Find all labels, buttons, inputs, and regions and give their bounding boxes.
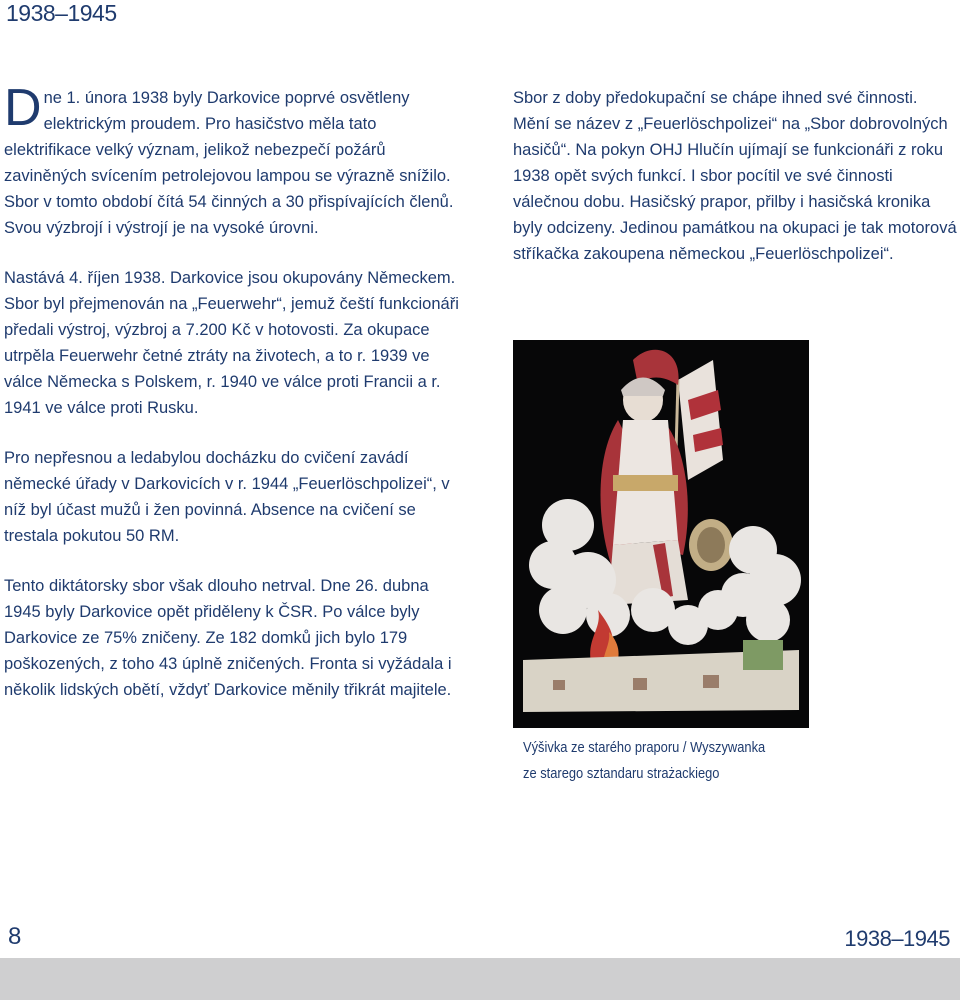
caption-line-2: ze starego sztandaru strażackiego	[523, 765, 720, 782]
paragraph-liberation: Tento diktátorsky sbor však dlouho netrval. Dne 26. dubna 1945 byly Darkovice opět přiděleny k ČSR. Po válce byly Darkovice ze 75% zničeny. Ze 182 domků jich bylo 179 poškozených, z toho 43 úplně zničených. Fronta si vyžádala i několik lidských obětí, vždyť Darkovice měnily třikrát majitele.	[4, 577, 452, 699]
figure-caption	[523, 735, 781, 787]
page-header-title: 1938–1945	[6, 0, 117, 26]
right-column	[513, 85, 958, 267]
paragraph-postwar: Sbor z doby předokupační se chápe ihned své činnosti. Mění se název z „Feuerlöschpolizei“ na „Sbor dobrovolných hasičů“. Na pokyn OHJ Hlučín ujímají se funkcionáři z roku 1938 opět svých funkcí. I sbor pocítil ve své činnosti válečnou dobu. Hasičský prapor, přilby i hasičská kronika byly odcizeny. Jedinou památkou na okupaci je tak motorová stříkačka zakoupena německou „Feuerlöschpolizei“.	[513, 89, 957, 263]
page-number: 8	[8, 923, 22, 950]
banner-embroidery-image	[513, 340, 809, 728]
left-column	[4, 79, 464, 703]
footer-bar	[0, 958, 960, 1000]
drop-cap: D	[4, 79, 42, 137]
paragraph-electrification	[4, 79, 464, 241]
paragraph-electrification-text: ne 1. února 1938 byly Darkovice poprvé osvětleny elektrickým proudem. Pro hasičstvo měla tato elektrifikace velký význam, jelikož nebezpečí požárů zaviněných svícením petrolejovou lampou se výrazně snížilo. Sbor v tomto období čítá 54 činných a 30 přispívajících členů. Svou výzbrojí i výstrojí je na vysoké úrovni.	[4, 89, 454, 237]
footer-title: 1938–1945	[844, 926, 950, 951]
paragraph-feuerloschpolizei: Pro nepřesnou a ledabylou docházku do cvičení zavádí německé úřady v Darkovicích v r. 1944 „Feuerlöschpolizei“, v níž byl účast mužů i žen povinná. Absence na cvičení se trestala pokutou 50 RM.	[4, 449, 450, 545]
paragraph-occupation: Nastává 4. říjen 1938. Darkovice jsou okupovány Německem. Sbor byl přejmenován na „Feuerwehr“, jemuž čeští funkcionáři předali výstroj, výzbroj a 7.200 Kč v hotovosti. Za okupace utrpěla Feuerwehr četné ztráty na životech, a to r. 1939 ve válce Německa s Polskem, r. 1940 ve válce proti Francii a r. 1941 ve válce proti Rusku.	[4, 269, 459, 417]
caption-line-1: Výšivka ze starého praporu / Wyszywanka	[523, 739, 766, 756]
saint-florian-embroidery-illustration	[513, 340, 809, 728]
